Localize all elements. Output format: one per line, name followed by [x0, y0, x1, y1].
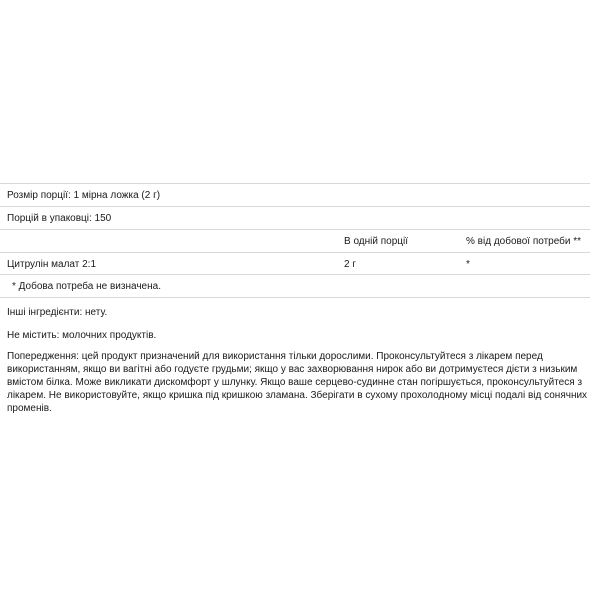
serving-size-text: Розмір порції: 1 мірна ложка (2 г)	[7, 190, 161, 201]
col-per-serving-header: В одній порції	[344, 236, 408, 247]
allergen-text: Не містить: молочних продуктів.	[7, 330, 157, 341]
serving-size-row	[0, 184, 590, 207]
supplement-facts-panel	[0, 183, 600, 298]
footnote-row	[0, 275, 590, 298]
ingredient-name: Цитрулін малат 2:1	[7, 259, 97, 270]
other-ingredients-text: Інші інгредієнти: нету.	[7, 307, 108, 318]
supplement-facts-table	[0, 183, 590, 298]
table-header-row	[0, 230, 590, 253]
footnote-text: * Добова потреба не визначена.	[12, 281, 161, 292]
col-daily-value-header: % від добової потреби **	[466, 236, 582, 247]
ingredient-daily-value: *	[466, 259, 470, 270]
ingredient-amount: 2 г	[344, 259, 356, 270]
warning-text: Попередження: цей продукт призначений для використання тільки дорослими. Проконсультуйтеся з лікарем перед використанням, якщо ви вагітні або годуєте грудьми; якщо у вас захворювання нирок або ви дотримуєтеся дієти з низьким вмістом білка. Може викликати дискомфорт у шлунку. Якщо ваше серцево-судинне стан погіршується, проконсультуйтеся з лікарем. Не використовуйте, якщо кришка під кришкою зламана. Зберігати в сухому прохолодному місці подалі від сонячних променів.	[7, 351, 588, 414]
servings-per-container-text: Порцій в упаковці: 150	[7, 213, 112, 224]
table-row	[0, 253, 590, 275]
servings-per-container-row	[0, 207, 590, 230]
